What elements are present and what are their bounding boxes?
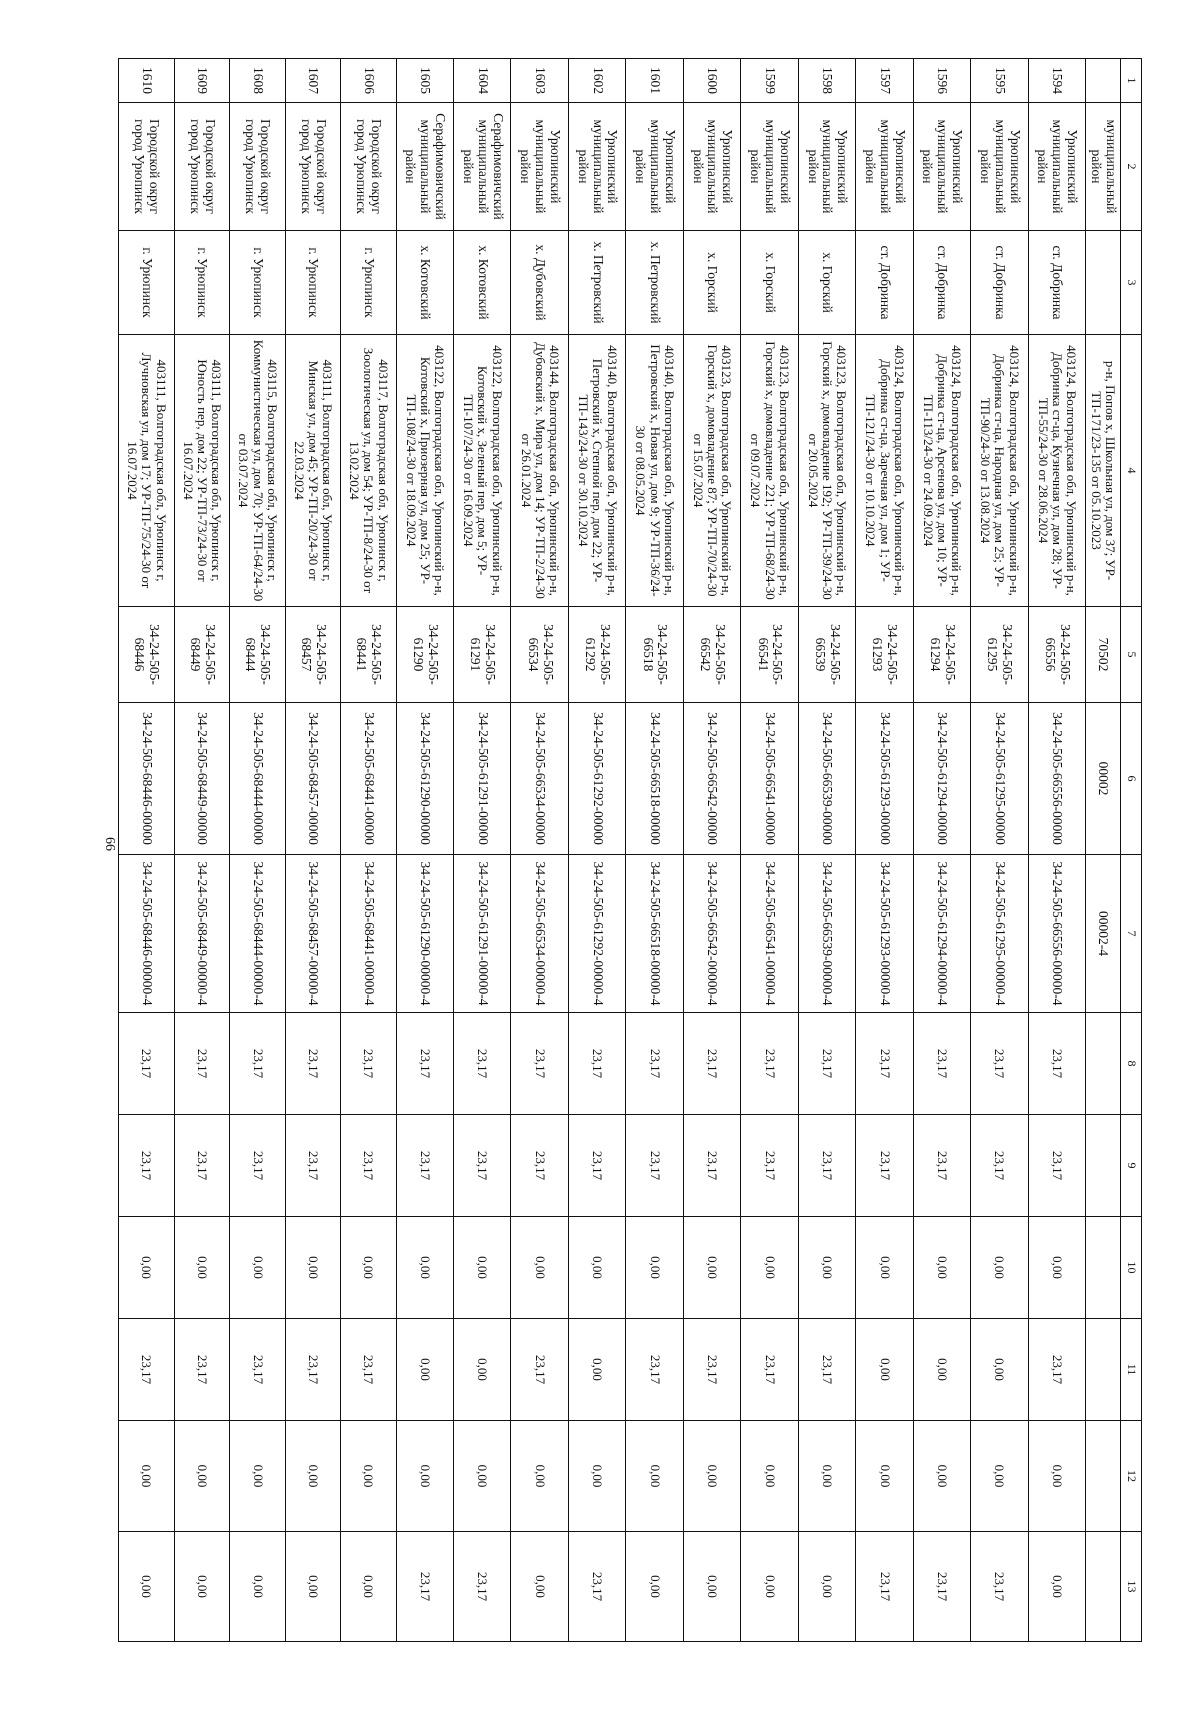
column-header: 7	[1121, 855, 1142, 1013]
table-cell: 1607	[285, 59, 340, 103]
table-row	[454, 59, 511, 1642]
table-cell: 00002	[1086, 703, 1121, 855]
table-cell: 34-24-505-61294	[913, 607, 970, 703]
table-cell: 403144, Волгоградская обл, Урюпинский р-н, Дубовский х, Мира ул, дом 14; УР-ТП-2/24-30 от 26.01.2024	[511, 335, 568, 607]
table-cell: 23,17	[913, 1532, 970, 1642]
table-cell: 23,17	[683, 1115, 740, 1217]
table-cell: 23,17	[626, 1115, 683, 1217]
table-cell: 23,17	[119, 1319, 175, 1421]
table-cell: 23,17	[683, 1319, 740, 1421]
column-header: 11	[1121, 1319, 1142, 1421]
table-cell: 0,00	[285, 1217, 340, 1319]
table-cell: 23,17	[913, 1013, 970, 1115]
table-cell: 23,17	[798, 1319, 855, 1421]
table-cell: Городской округ город Урюпинск	[119, 103, 175, 231]
table-cell: 0,00	[174, 1217, 229, 1319]
table-cell: Урюпинский муниципальный район	[683, 103, 740, 231]
table-cell: 0,00	[341, 1217, 396, 1319]
table-cell: 23,17	[341, 1319, 396, 1421]
table-cell: Городской округ город Урюпинск	[174, 103, 229, 231]
table-cell: Серафимовичский муниципальный район	[454, 103, 511, 231]
table-cell: 34-24-505-61293-00000	[856, 703, 913, 855]
table-cell: 34-24-505-61290	[396, 607, 453, 703]
table-cell: х. Котовский	[454, 231, 511, 335]
table-cell: 34-24-505-68457-00000	[285, 703, 340, 855]
table-cell: Урюпинский муниципальный район	[798, 103, 855, 231]
column-header: 3	[1121, 231, 1142, 335]
table-cell: 23,17	[454, 1115, 511, 1217]
table-cell: 0,00	[626, 1217, 683, 1319]
table-cell: 1594	[1028, 59, 1085, 103]
table-cell: г. Урюпинск	[119, 231, 175, 335]
table-cell: х. Котовский	[396, 231, 453, 335]
table-cell: 0,00	[511, 1532, 568, 1642]
table-cell: 0,00	[396, 1217, 453, 1319]
table-cell	[1086, 1421, 1121, 1532]
table-cell: 0,00	[1028, 1421, 1085, 1532]
table-cell: ст. Добринка	[971, 231, 1028, 335]
table-cell: 00002-4	[1086, 855, 1121, 1013]
table-cell: г. Урюпинск	[341, 231, 396, 335]
table-cell: 34-24-505-66534	[511, 607, 568, 703]
table-cell: 23,17	[511, 1319, 568, 1421]
table-cell: 34-24-505-66542	[683, 607, 740, 703]
table-cell: 34-24-505-68449-00000	[174, 703, 229, 855]
table-cell: 1599	[741, 59, 798, 103]
column-header: 1	[1121, 59, 1142, 103]
table-cell: 1610	[119, 59, 175, 103]
table-cell: 403124, Волгоградская обл, Урюпинский р-н, Добринка ст-ца, Заречная ул, дом 1; УР-ТП-121/24-30 от 10.10.2024	[856, 335, 913, 607]
table-cell: Урюпинский муниципальный район	[741, 103, 798, 231]
table-cell: 0,00	[119, 1217, 175, 1319]
table-cell: 23,17	[856, 1532, 913, 1642]
table-cell: 23,17	[396, 1532, 453, 1642]
table-cell: 0,00	[230, 1421, 285, 1532]
table-cell: х. Петровский	[568, 231, 625, 335]
table-cell: 0,00	[626, 1532, 683, 1642]
table-cell: 34-24-505-68446-00000	[119, 703, 175, 855]
table-cell: 34-24-505-68444-00000	[230, 703, 285, 855]
table-cell: 0,00	[341, 1421, 396, 1532]
table-cell: 403117, Волгоградская обл, Урюпинск г, Зоологическая ул, дом 54; УР-ТП-8/24-30 от 13.02.2024	[341, 335, 396, 607]
table-cell: 23,17	[174, 1013, 229, 1115]
table-row	[119, 59, 175, 1642]
registry-table	[118, 58, 1142, 1642]
table-cell: 34-24-505-61294-00000	[913, 703, 970, 855]
table-cell: 23,17	[798, 1013, 855, 1115]
table-cell: 34-24-505-61292-00000	[568, 703, 625, 855]
table-cell	[1086, 1532, 1121, 1642]
table-cell: 0,00	[971, 1217, 1028, 1319]
table-cell: 23,17	[856, 1115, 913, 1217]
table-cell: 0,00	[230, 1217, 285, 1319]
table-cell: г. Урюпинск	[230, 231, 285, 335]
table-cell: 34-24-505-61295	[971, 607, 1028, 703]
table-cell: Урюпинский муниципальный район	[971, 103, 1028, 231]
table-cell: 23,17	[396, 1013, 453, 1115]
table-cell: 0,00	[568, 1319, 625, 1421]
table-cell: 1603	[511, 59, 568, 103]
table-cell: ст. Добринка	[913, 231, 970, 335]
table-row	[174, 59, 229, 1642]
table-cell	[1086, 231, 1121, 335]
table-cell: 23,17	[971, 1013, 1028, 1115]
table-cell: 0,00	[568, 1421, 625, 1532]
column-header: 10	[1121, 1217, 1142, 1319]
table-cell: 403115, Волгоградская обл, Урюпинск г, Коммунистическая ул, дом 70; УР-ТП-64/24-30 от 03.07.2024	[230, 335, 285, 607]
table-cell: 23,17	[285, 1115, 340, 1217]
table-cell: 34-24-505-66541-00000	[741, 703, 798, 855]
table-cell: 0,00	[626, 1421, 683, 1532]
table-cell: 0,00	[454, 1421, 511, 1532]
column-header: 4	[1121, 335, 1142, 607]
table-cell: 34-24-505-68457-00000-4	[285, 855, 340, 1013]
table-cell: г. Урюпинск	[285, 231, 340, 335]
table-cell: 34-24-505-61293	[856, 607, 913, 703]
table-cell: 34-24-505-68444	[230, 607, 285, 703]
table-row	[741, 59, 798, 1642]
table-row	[971, 59, 1028, 1642]
table-cell: х. Дубовский	[511, 231, 568, 335]
table-cell: 23,17	[396, 1115, 453, 1217]
table-cell: 70502	[1086, 607, 1121, 703]
table-cell: 23,17	[454, 1013, 511, 1115]
table-row	[913, 59, 970, 1642]
table-cell: 0,00	[683, 1532, 740, 1642]
table-cell: 34-24-505-68446-00000-4	[119, 855, 175, 1013]
table-cell: 403124, Волгоградская обл, Урюпинский р-н, Добринка ст-ца, Кузнечная ул, дом 28; УР-ТП-55/24-30 от 28.06.2024	[1028, 335, 1085, 607]
table-cell: 34-24-505-61290-00000	[396, 703, 453, 855]
table-cell: 23,17	[230, 1115, 285, 1217]
table-cell: 0,00	[511, 1421, 568, 1532]
table-cell	[1086, 1013, 1121, 1115]
table-cell: 34-24-505-61293-00000-4	[856, 855, 913, 1013]
table-row	[683, 59, 740, 1642]
table-cell: 403122, Волгоградская обл, Урюпинский р-н, Котовский х, Зеленый пер, дом 5; УР-ТП-107/24-30 от 16.09.2024	[454, 335, 511, 607]
table-cell: Урюпинский муниципальный район	[626, 103, 683, 231]
table-cell: 0,00	[741, 1421, 798, 1532]
table-cell: 34-24-505-68457	[285, 607, 340, 703]
page-number: 66	[102, 837, 117, 851]
table-cell: 34-24-505-66539-00000	[798, 703, 855, 855]
table-cell: 34-24-505-66518	[626, 607, 683, 703]
table-cell: 23,17	[1028, 1013, 1085, 1115]
column-number-row	[1121, 59, 1142, 1642]
table-cell: 34-24-505-66534-00000-4	[511, 855, 568, 1013]
table-cell: 23,17	[285, 1013, 340, 1115]
table-cell: 0,00	[396, 1319, 453, 1421]
table-cell: 23,17	[741, 1013, 798, 1115]
table-cell: 403122, Волгоградская обл, Урюпинский р-н, Котовский х, Приозерная ул, дом 25; УР-ТП-108/24-30 от 18.09.2024	[396, 335, 453, 607]
table-cell: 23,17	[1028, 1319, 1085, 1421]
table-cell: 23,17	[856, 1013, 913, 1115]
table-cell: ст. Добринка	[856, 231, 913, 335]
table-cell: 0,00	[856, 1217, 913, 1319]
table-cell: 1605	[396, 59, 453, 103]
table-cell: 403124, Волгоградская обл, Урюпинский р-н, Добринка ст-ца, Народная ул, дом 25; УР-ТП-90/24-30 от 13.08.2024	[971, 335, 1028, 607]
table-row	[230, 59, 285, 1642]
table-cell: 403140, Волгоградская обл, Урюпинский р-н, Петровский х, Новая ул, дом 9; УР-ТП-36/24-30 от 08.05.2024	[626, 335, 683, 607]
table-cell: Городской округ город Урюпинск	[341, 103, 396, 231]
column-header: 8	[1121, 1013, 1142, 1115]
table-cell: 0,00	[913, 1421, 970, 1532]
continuation-row	[1086, 59, 1121, 1642]
table-cell: 34-24-505-61295-00000	[971, 703, 1028, 855]
table-row	[285, 59, 340, 1642]
table-row	[568, 59, 625, 1642]
table-cell: х. Горский	[798, 231, 855, 335]
table-cell: 34-24-505-66556-00000-4	[1028, 855, 1085, 1013]
table-cell: 23,17	[511, 1013, 568, 1115]
table-cell: 34-24-505-66539-00000-4	[798, 855, 855, 1013]
table-cell: 23,17	[454, 1532, 511, 1642]
table-cell: Урюпинский муниципальный район	[1028, 103, 1085, 231]
table-cell: 23,17	[230, 1319, 285, 1421]
table-cell: 0,00	[119, 1532, 175, 1642]
table-cell: 0,00	[454, 1217, 511, 1319]
table-row	[511, 59, 568, 1642]
table-row	[1028, 59, 1085, 1642]
table-cell: 0,00	[798, 1217, 855, 1319]
table-cell: 34-24-505-61290-00000-4	[396, 855, 453, 1013]
table-cell: 0,00	[230, 1532, 285, 1642]
table-cell: 0,00	[683, 1421, 740, 1532]
table-cell: 403111, Волгоградская обл, Урюпинск г, Лучновская ул, дом 17; УР-ТП-75/24-30 от 16.07.2024	[119, 335, 175, 607]
table-cell: Урюпинский муниципальный район	[511, 103, 568, 231]
table-cell: 34-24-505-68441-00000-4	[341, 855, 396, 1013]
table-cell: Урюпинский муниципальный район	[568, 103, 625, 231]
table-cell: 34-24-505-61291-00000-4	[454, 855, 511, 1013]
table-row	[626, 59, 683, 1642]
table-cell: 403123, Волгоградская обл, Урюпинский р-н, Горский х, домовладение 192; УР-ТП-39/24-30 от 20.05.2024	[798, 335, 855, 607]
table-cell: 0,00	[856, 1421, 913, 1532]
table-cell: 34-24-505-66541-00000-4	[741, 855, 798, 1013]
table-cell: 23,17	[626, 1319, 683, 1421]
table-cell: 23,17	[568, 1013, 625, 1115]
table-row	[856, 59, 913, 1642]
table-cell: 403124, Волгоградская обл, Урюпинский р-н, Добринка ст-ца, Арсенова ул, дом 10; УР-ТП-113/24-30 от 24.09.2024	[913, 335, 970, 607]
table-cell: 1600	[683, 59, 740, 103]
table-cell: 23,17	[511, 1115, 568, 1217]
table-cell: 403140, Волгоградская обл, Урюпинский р-н, Петровский х, Степной пер, дом 22; УР-ТП-143/24-30 от 30.10.2024	[568, 335, 625, 607]
table-cell: 34-24-505-61291-00000	[454, 703, 511, 855]
table-cell: 34-24-505-68446	[119, 607, 175, 703]
table-cell: 1598	[798, 59, 855, 103]
table-cell: 0,00	[568, 1217, 625, 1319]
table-cell: 0,00	[971, 1421, 1028, 1532]
column-header: 12	[1121, 1421, 1142, 1532]
table-cell: х. Петровский	[626, 231, 683, 335]
table-cell: 34-24-505-68441	[341, 607, 396, 703]
table-cell: 34-24-505-66534-00000	[511, 703, 568, 855]
table-cell: 0,00	[396, 1421, 453, 1532]
table-cell: 0,00	[741, 1532, 798, 1642]
table-cell: 0,00	[341, 1532, 396, 1642]
table-cell: 23,17	[1028, 1115, 1085, 1217]
table-cell: 1604	[454, 59, 511, 103]
table-cell	[1086, 1319, 1121, 1421]
table-cell: Городской округ город Урюпинск	[230, 103, 285, 231]
table-cell	[1086, 1115, 1121, 1217]
table-cell: 34-24-505-61294-00000-4	[913, 855, 970, 1013]
table-cell: 0,00	[285, 1532, 340, 1642]
table-cell: 23,17	[626, 1013, 683, 1115]
table-cell: 0,00	[454, 1319, 511, 1421]
table-cell: 23,17	[741, 1115, 798, 1217]
column-header: 5	[1121, 607, 1142, 703]
table-cell: 34-24-505-66541	[741, 607, 798, 703]
table-cell: 0,00	[741, 1217, 798, 1319]
table-cell: Урюпинский муниципальный район	[913, 103, 970, 231]
table-cell: 23,17	[341, 1115, 396, 1217]
table-cell: 34-24-505-66542-00000-4	[683, 855, 740, 1013]
table-cell: 23,17	[568, 1115, 625, 1217]
table-cell: 34-24-505-61292-00000-4	[568, 855, 625, 1013]
table-cell: 1608	[230, 59, 285, 103]
table-cell: 0,00	[971, 1319, 1028, 1421]
table-cell: 403123, Волгоградская обл, Урюпинский р-н, Горский х, домовладение 87; УР-ТП-70/24-30 от 15.07.2024	[683, 335, 740, 607]
table-cell: 23,17	[285, 1319, 340, 1421]
table-cell: 34-24-505-68444-00000-4	[230, 855, 285, 1013]
table-cell: 23,17	[798, 1115, 855, 1217]
table-cell: Урюпинский муниципальный район	[856, 103, 913, 231]
column-header: 2	[1121, 103, 1142, 231]
column-header: 6	[1121, 703, 1142, 855]
table-cell: 0,00	[511, 1217, 568, 1319]
table-cell: 0,00	[174, 1421, 229, 1532]
table-cell: 34-24-505-66556-00000	[1028, 703, 1085, 855]
table-cell: 34-24-505-66556	[1028, 607, 1085, 703]
table-cell: 34-24-505-66539	[798, 607, 855, 703]
table-cell: 23,17	[119, 1013, 175, 1115]
table-cell: 23,17	[683, 1013, 740, 1115]
table-cell: ст. Добринка	[1028, 231, 1085, 335]
table-cell: 23,17	[119, 1115, 175, 1217]
table-cell: 0,00	[1028, 1217, 1085, 1319]
table-cell: муниципальный район	[1086, 103, 1121, 231]
table-cell: 0,00	[1028, 1532, 1085, 1642]
table-cell: 34-24-505-61291	[454, 607, 511, 703]
table-cell: 1597	[856, 59, 913, 103]
table-cell: 0,00	[913, 1217, 970, 1319]
table-cell: 23,17	[341, 1013, 396, 1115]
table-row	[798, 59, 855, 1642]
table-cell: 23,17	[230, 1013, 285, 1115]
table-cell: 0,00	[174, 1532, 229, 1642]
table-cell	[1086, 1217, 1121, 1319]
table-cell: 34-24-505-66518-00000	[626, 703, 683, 855]
table-cell	[1086, 59, 1121, 103]
table-cell: 0,00	[683, 1217, 740, 1319]
table-cell: г. Урюпинск	[174, 231, 229, 335]
table-cell: х. Горский	[741, 231, 798, 335]
table-cell: 1601	[626, 59, 683, 103]
table-cell: 34-24-505-66518-00000-4	[626, 855, 683, 1013]
table-cell: 0,00	[285, 1421, 340, 1532]
column-header: 9	[1121, 1115, 1142, 1217]
table-row	[341, 59, 396, 1642]
table-cell: х. Горский	[683, 231, 740, 335]
rotated-content	[118, 58, 1142, 1641]
table-cell: 23,17	[913, 1115, 970, 1217]
table-cell: 34-24-505-61295-00000-4	[971, 855, 1028, 1013]
table-cell: 0,00	[119, 1421, 175, 1532]
table-cell: 34-24-505-68449-00000-4	[174, 855, 229, 1013]
table-cell: 34-24-505-68441-00000	[341, 703, 396, 855]
table-cell: 0,00	[913, 1319, 970, 1421]
table-cell: Городской округ город Урюпинск	[285, 103, 340, 231]
table-cell: 23,17	[174, 1115, 229, 1217]
table-cell: р-н, Попов х, Школьная ул, дом 37; УР-ТП-171/23-135 от 05.10.2023	[1086, 335, 1121, 607]
table-cell: 23,17	[568, 1532, 625, 1642]
table-cell: 1602	[568, 59, 625, 103]
table-cell: 0,00	[798, 1532, 855, 1642]
table-cell: 403111, Волгоградская обл, Урюпинск г, Юность пер, дом 22; УР-ТП-73/24-30 от 16.07.2024	[174, 335, 229, 607]
table-cell: 1606	[341, 59, 396, 103]
table-cell: 34-24-505-61292	[568, 607, 625, 703]
table-cell: Серафимовичский муниципальный район	[396, 103, 453, 231]
table-cell: 0,00	[798, 1421, 855, 1532]
table-cell: 23,17	[741, 1319, 798, 1421]
table-cell: 23,17	[971, 1115, 1028, 1217]
table-cell: 403111, Волгоградская обл, Урюпинск г, Минская ул, дом 45; УР-ТП-20/24-30 от 22.03.2024	[285, 335, 340, 607]
column-header: 13	[1121, 1532, 1142, 1642]
table-cell: 1596	[913, 59, 970, 103]
table-cell: 403123, Волгоградская обл, Урюпинский р-н, Горский х, домовладение 221; УР-ТП-68/24-30 от 09.07.2024	[741, 335, 798, 607]
table-cell: 34-24-505-66542-00000	[683, 703, 740, 855]
table-cell: 0,00	[856, 1319, 913, 1421]
table-cell: 1609	[174, 59, 229, 103]
table-row	[396, 59, 453, 1642]
table-cell: 34-24-505-68449	[174, 607, 229, 703]
table-cell: 1595	[971, 59, 1028, 103]
rotated-page	[118, 58, 1142, 1641]
table-cell: 23,17	[971, 1532, 1028, 1642]
table-cell: 23,17	[174, 1319, 229, 1421]
